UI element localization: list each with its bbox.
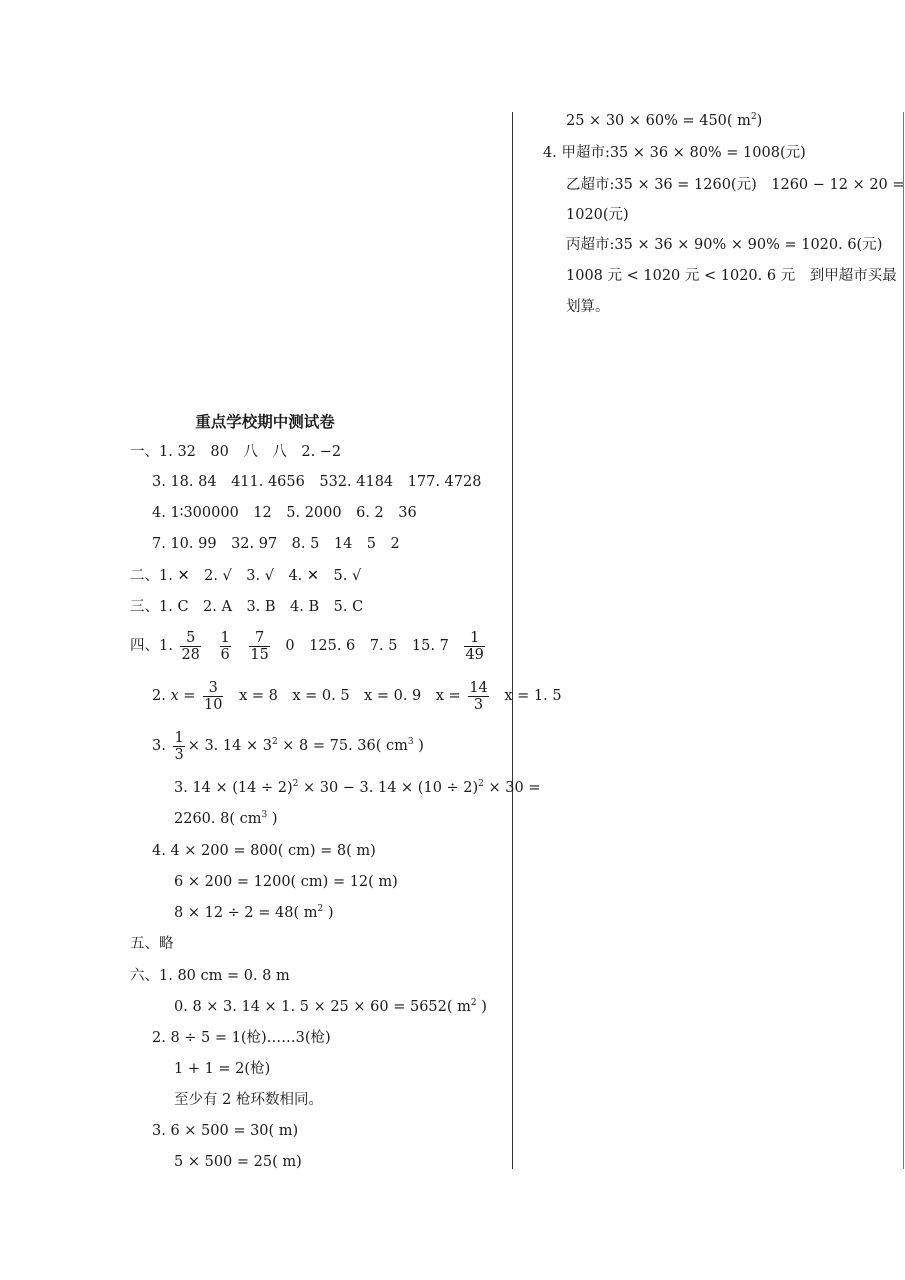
answer-line: 4. 1∶300000 12 5. 2000 6. 2 36 xyxy=(152,505,417,521)
answer-line: 0. 8 × 3. 14 × 1. 5 × 25 × 60 = 5652( $m^2$ ) xyxy=(174,998,487,1015)
fraction: $\frac{7}{15}$ xyxy=(250,629,269,663)
answer-line: 四、1. $\frac{5}{28}$ $\frac{1}{6}$ $\frac{7}{15}$ 0 125. 6 7. 5 15. 7 $\frac{1}{49}$ xyxy=(130,629,484,663)
answer-line: 3. 6 × 500 = 30( m) xyxy=(152,1123,299,1139)
answer-line: 1008 元 < 1020 元 < 1020. 6 元 到甲超市买最 xyxy=(566,268,897,284)
fraction: $\frac{3}{10}$ xyxy=(204,679,223,713)
answer-line: 三、1. C 2. A 3. B 4. B 5. C xyxy=(130,599,364,615)
answer-line: 六、1. 80 cm = 0. 8 m xyxy=(130,968,290,984)
fraction: $\frac{1}{3}$ xyxy=(174,729,184,763)
answer-line: 1020(元) xyxy=(566,207,629,223)
answer-line: 五、略 xyxy=(130,936,174,952)
answer-line: 3. 18. 84 411. 4656 532. 4184 177. 4728 xyxy=(152,474,482,490)
answer-line: 2. x = $\frac{3}{10}$ x = 8 x = 0. 5 x = 0. 9 x = $\frac{14}{3}$ x = 1. 5 xyxy=(152,679,562,713)
column-divider xyxy=(512,112,513,1169)
fraction: $\frac{1}{6}$ xyxy=(220,629,230,663)
answer-line: 8 × 12 ÷ 2 = 48( $m^2$ ) xyxy=(174,904,334,921)
answer-line: 至少有 2 枪环数相同。 xyxy=(174,1092,323,1108)
answer-line: 2260. 8( $cm^3$ ) xyxy=(174,810,278,827)
answer-line: 4. 甲超市:35 × 36 × 80% = 1008(元) xyxy=(543,145,806,161)
answer-line: 25 × 30 × 60% = 450( $m^2$) xyxy=(566,112,763,129)
answer-line: 丙超市:35 × 36 × 90% × 90% = 1020. 6(元) xyxy=(566,237,883,253)
fraction: $\frac{1}{49}$ xyxy=(465,629,484,663)
answer-line: 一、1. 32 80 八 八 2. −2 xyxy=(130,444,342,460)
answer-line: 4. 4 × 200 = 800( cm) = 8( m) xyxy=(152,843,376,859)
answer-line: 3. $14 \times (14 \div 2)^2 \times 30 - 3$. $14 \times (10 \div 2)^2 \times 30$ = xyxy=(174,779,541,796)
answer-line: 7. 10. 99 32. 97 8. 5 14 5 2 xyxy=(152,536,400,552)
answer-line: 2. 8 ÷ 5 = 1(枪)……3(枪) xyxy=(152,1030,331,1046)
answer-line: 二、1. ✕ 2. √ 3. √ 4. ✕ 5. √ xyxy=(130,568,362,584)
fraction: $\frac{5}{28}$ xyxy=(181,629,200,663)
answer-line: 6 × 200 = 1200( cm) = 12( m) xyxy=(174,874,398,890)
fraction: $\frac{14}{3}$ xyxy=(469,679,488,713)
answer-line: 3. $\frac{1}{3}$ × 3. $14 \times 3^2 \times 8 = 75$. 36( $cm^3$ ) xyxy=(152,729,424,763)
answer-line: 乙超市:35 × 36 = 1260(元) 1260 − 12 × 20 = xyxy=(566,177,905,193)
answer-line: 划算。 xyxy=(566,299,610,315)
page-edge-line xyxy=(903,112,904,1169)
section-title: 重点学校期中测试卷 xyxy=(195,413,335,431)
answer-line: 5 × 500 = 25( m) xyxy=(174,1154,302,1170)
answer-line: 1 + 1 = 2(枪) xyxy=(174,1061,271,1077)
